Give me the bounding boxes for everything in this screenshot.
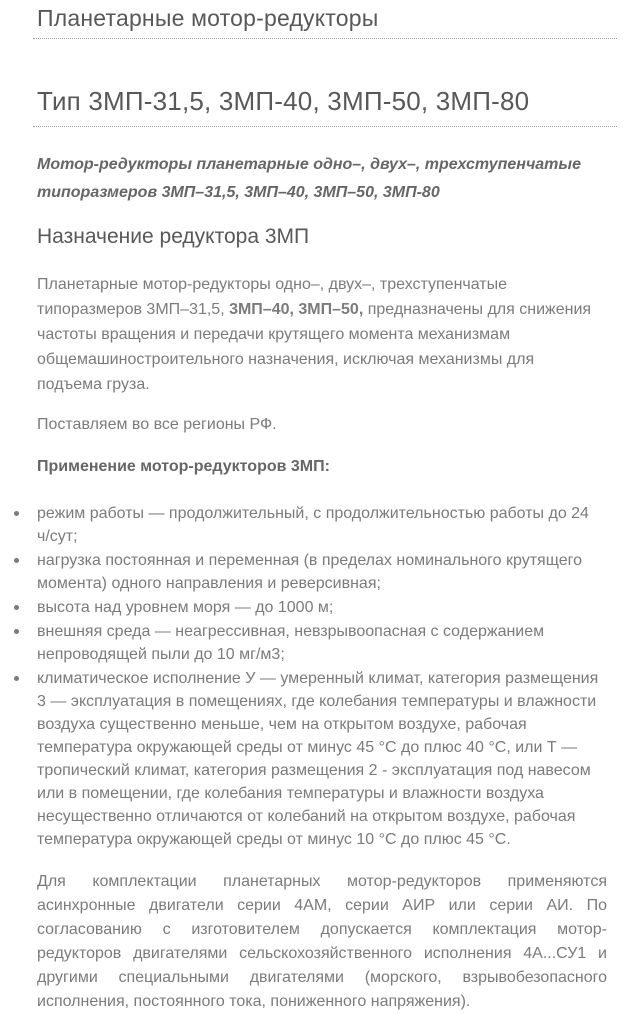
bullet-icon — [14, 605, 19, 610]
list-item-text: нагрузка постоянная и переменная (в пределах номинального крутящего момента) одного направления и реверсивная; — [37, 552, 582, 592]
bullet-icon — [14, 676, 19, 681]
bullet-icon — [14, 629, 19, 634]
lead-text: Мотор-редукторы планетарные одно–, двух–, трехступенчатые типоразмеров 3МП–31,5, 3МП–40, 3МП–50, 3МП-80 — [37, 156, 581, 201]
type-heading: Тип 3МП-31,5, 3МП-40, 3МП-50, 3МП-80 — [33, 85, 617, 127]
section-heading-purpose: Назначение редуктора 3МП — [37, 225, 310, 248]
bullet-icon — [14, 558, 19, 563]
applications-list — [37, 502, 603, 851]
bullet-icon — [14, 511, 19, 516]
list-item-text: высота над уровнем моря — до 1000 м; — [37, 599, 334, 616]
list-item — [37, 549, 603, 595]
closing-paragraph: Для комплектации планетарных мотор-редукторов применяются асинхронные двигатели серии 4АМ, серии АИР или серии АИ. По согласованию с изготовителем допускается комплектация мотор-редукторов двигателями сельскохозяйственного исполнения 4А...СУ1 и другими специальными двигателями (морского, взрывобезопасного исполнения, постоянного тока, пониженного напряжения). — [37, 873, 607, 1010]
list-item — [37, 667, 603, 851]
intro-paragraph: Планетарные мотор-редукторы одно–, двух–, трехступенчатые типоразмеров 3МП–31,5, 3МП–40, 3МП–50, предназначены для снижения частоты вращения и передачи крутящего момента механизмам общемашиностроительного назначения, исключая механизмы для подъема груза. — [37, 276, 592, 393]
list-item — [37, 596, 603, 619]
list-item — [37, 502, 603, 548]
list-item-text: внешняя среда — неагрессивная, невзрывоопасная с содержанием непроводящей пыли до 10 мг/м3; — [37, 623, 545, 663]
list-item-text: режим работы — продолжительный, с продолжительностью работы до 24 ч/сут; — [37, 505, 589, 545]
supply-note: Поставляем во все регионы РФ. — [37, 416, 277, 433]
list-item — [37, 620, 603, 666]
list-item-text: климатическое исполнение У — умеренный климат, категория размещения 3 — эксплуатация в помещениях, где колебания температуры и влажности воздуха существенно меньше, чем на открытом воздухе, рабочая температура окружающей среды от минус 45 °С до плюс 40 °С, или Т — тропический климат, категория размещения 2 - эксплуатация под навесом или в помещении, где колебания температуры и влажности воздуха несущественно отличаются от колебаний на открытом воздухе, рабочая температура окружающей среды от минус 10 °С до плюс 45 °С. — [37, 670, 599, 848]
applications-label: Применение мотор-редукторов 3МП: — [37, 458, 330, 475]
page-title: Планетарные мотор-редукторы — [33, 3, 617, 39]
